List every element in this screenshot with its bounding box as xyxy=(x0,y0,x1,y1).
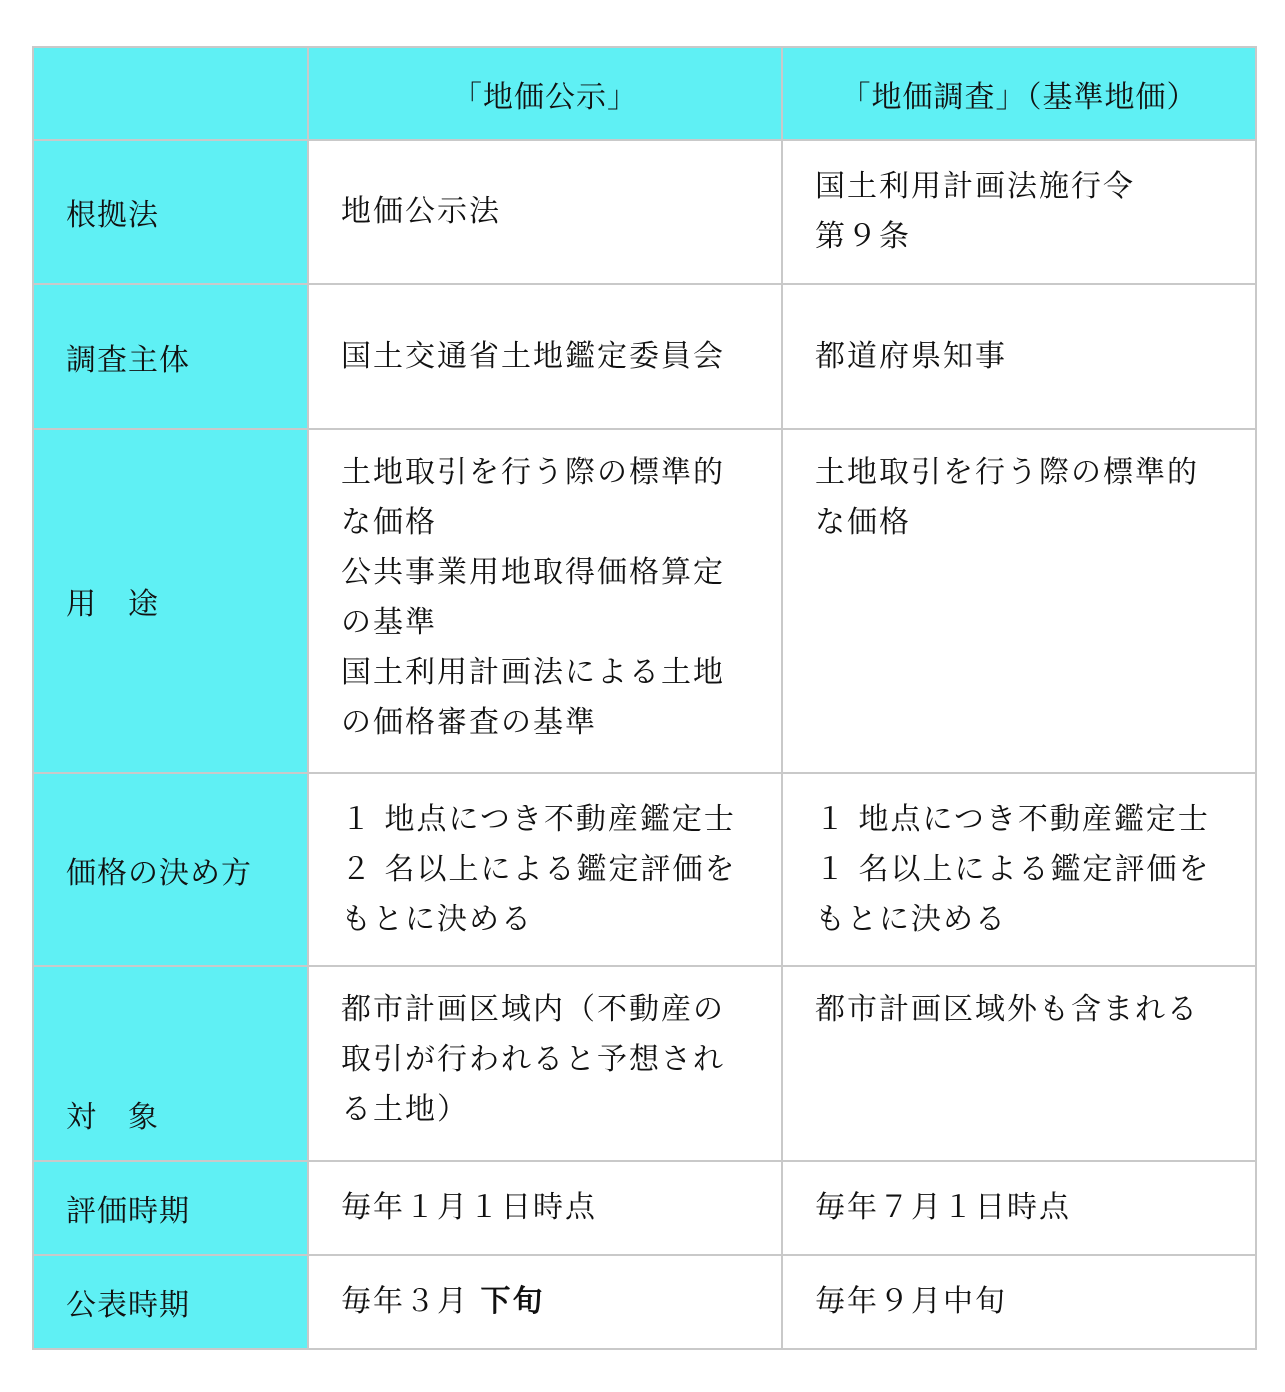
cell-text-line: 都市計画区域内（不動産の xyxy=(341,992,725,1027)
table-row xyxy=(33,429,1256,773)
row-label-target: 対 象 xyxy=(33,966,308,1161)
table-row xyxy=(33,773,1256,966)
cell-text-line xyxy=(341,1277,757,1327)
cell-text-line: な価格 xyxy=(815,505,911,540)
cell-text-line: 都市計画区域外も含まれる xyxy=(815,992,1199,1027)
header-row xyxy=(33,47,1256,140)
cell-text-line: 国土利用計画法による土地 xyxy=(341,655,725,690)
row-label-legal-basis: 根拠法 xyxy=(33,140,308,284)
table-row xyxy=(33,1255,1256,1349)
cell-text-line: 毎年９月中旬 xyxy=(815,1284,1007,1319)
cell-text-line: １ 名以上による鑑定評価を xyxy=(815,851,1211,887)
header-chika-chosa: 「地価調査」（基準地価） xyxy=(782,47,1256,140)
cell-surveyor-koji xyxy=(308,284,782,429)
cell-text-line: の価格審査の基準 xyxy=(341,705,597,740)
cell-pricing-method-koji xyxy=(308,773,782,966)
cell-text-line: 公共事業用地取得価格算定 xyxy=(341,555,725,590)
cell-text-line: 国土交通省土地鑑定委員会 xyxy=(341,338,725,374)
row-label-valuation-date: 評価時期 xyxy=(33,1161,308,1255)
cell-publication-date-chosa xyxy=(782,1255,1256,1349)
cell-text-line: 第９条 xyxy=(815,219,911,254)
cell-text-line: 毎年７月１日時点 xyxy=(815,1190,1071,1225)
cell-pricing-method-chosa xyxy=(782,773,1256,966)
cell-text-line: 取引が行われると予想され xyxy=(341,1042,725,1077)
cell-text-line: １ 地点につき不動産鑑定士 xyxy=(341,801,736,837)
row-label-purpose: 用 途 xyxy=(33,429,308,773)
cell-text-line: 国土利用計画法施行令 xyxy=(815,169,1135,204)
publication-period-emphasis: 下旬 xyxy=(480,1284,545,1319)
cell-purpose-koji xyxy=(308,429,782,773)
table-row xyxy=(33,966,1256,1161)
cell-legal-basis-chosa xyxy=(782,140,1256,284)
cell-text-line: 土地取引を行う際の標準的 xyxy=(815,455,1199,490)
cell-valuation-date-koji xyxy=(308,1161,782,1255)
cell-text-line: 都道府県知事 xyxy=(815,338,1007,374)
cell-text-line: １ 地点につき不動産鑑定士 xyxy=(815,801,1210,837)
cell-text-line: る土地） xyxy=(341,1092,469,1127)
cell-valuation-date-chosa xyxy=(782,1161,1256,1255)
cell-text-line: の基準 xyxy=(341,605,437,640)
cell-text-line: もとに決める xyxy=(815,901,1007,937)
cell-legal-basis-koji xyxy=(308,140,782,284)
cell-text-line: 地価公示法 xyxy=(341,194,501,229)
cell-publication-date-koji xyxy=(308,1255,782,1349)
publication-month-text: 毎年３月 xyxy=(341,1284,469,1319)
cell-surveyor-chosa xyxy=(782,284,1256,429)
table-row xyxy=(33,1161,1256,1255)
header-corner-cell xyxy=(33,47,308,140)
cell-text-line: 土地取引を行う際の標準的 xyxy=(341,455,725,490)
cell-target-chosa xyxy=(782,966,1256,1161)
cell-text-line: ２ 名以上による鑑定評価を xyxy=(341,851,737,887)
cell-text-line: な価格 xyxy=(341,505,437,540)
table-row xyxy=(33,284,1256,429)
cell-purpose-chosa xyxy=(782,429,1256,773)
row-label-publication-date: 公表時期 xyxy=(33,1255,308,1349)
row-label-pricing-method: 価格の決め方 xyxy=(33,773,308,966)
cell-text-line: もとに決める xyxy=(341,901,533,937)
header-chika-koji: 「地価公示」 xyxy=(308,47,782,140)
cell-text-line: 毎年１月１日時点 xyxy=(341,1190,597,1225)
table-row xyxy=(33,140,1256,284)
row-label-surveyor: 調査主体 xyxy=(33,284,308,429)
cell-target-koji xyxy=(308,966,782,1161)
comparison-table xyxy=(32,46,1257,1350)
